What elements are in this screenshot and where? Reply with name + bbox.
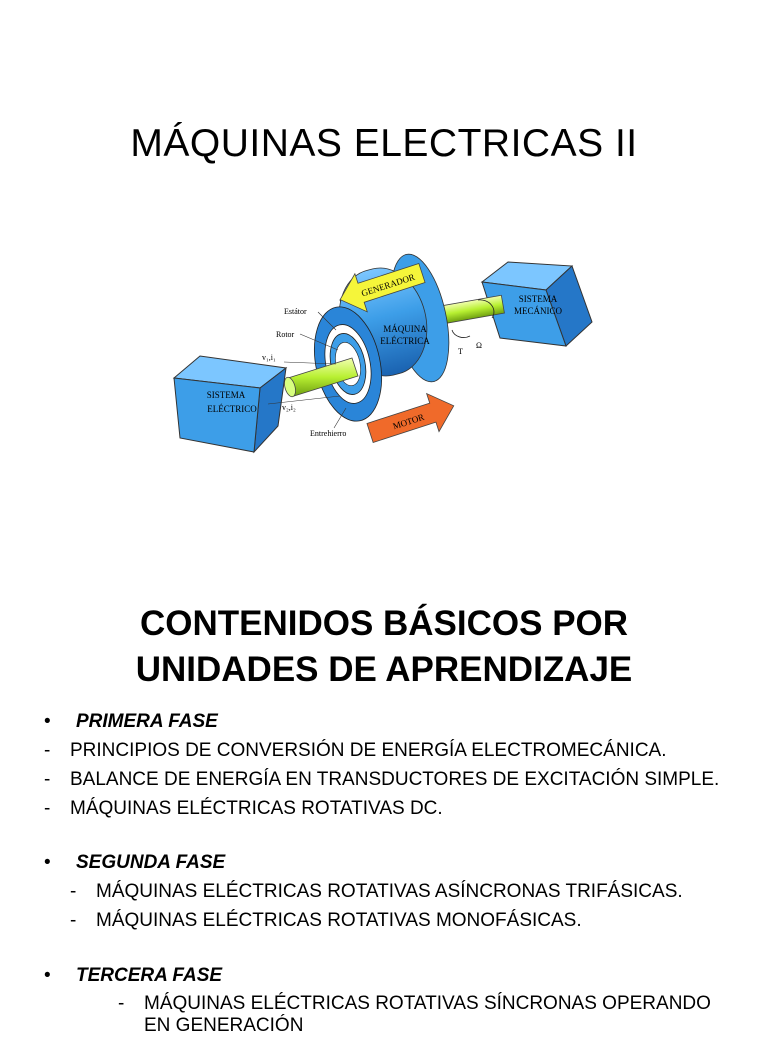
entrehierro-label: Entrehierro	[310, 429, 347, 438]
sistema-electrico-label-2: ELÉCTRICO	[207, 404, 257, 414]
list-item: - MÁQUINAS ELÉCTRICAS ROTATIVAS ASÍNCRONAS TRIFÁSICAS.	[70, 881, 683, 902]
sistema-electrico-label-1: SISTEMA	[206, 390, 246, 400]
generador-label: GENERADOR	[360, 271, 416, 299]
list-item: - MÁQUINAS ELÉCTRICAS ROTATIVAS DC.	[44, 798, 443, 819]
sistema-mecanico-label-2: MECÁNICO	[513, 306, 563, 316]
list-item: - MÁQUINAS ELÉCTRICAS ROTATIVAS SÍNCRONAS OPERANDO	[118, 993, 711, 1014]
v1i1-label: v₁,i₁	[262, 353, 276, 362]
maquina-label-2: ELÉCTRICA	[380, 336, 430, 346]
estator-label: Estátor	[284, 307, 307, 316]
v2i2-label: v₂,i₂	[282, 403, 296, 412]
slide-1-title: MÁQUINAS ELECTRICAS II	[130, 122, 638, 165]
list-item: - BALANCE DE ENERGÍA EN TRANSDUCTORES DE EXCITACIÓN SIMPLE.	[44, 769, 720, 790]
torque-label: T	[458, 347, 463, 356]
list-item: EN GENERACIÓN	[144, 1015, 304, 1036]
rotor-label: Rotor	[276, 330, 295, 339]
maquina-label-1: MÁQUINA	[383, 324, 427, 334]
bullet-icon: •	[44, 852, 51, 873]
slide-2-title-line-2: UNIDADES DE APRENDIZAJE	[135, 650, 633, 689]
motor-label: MOTOR	[391, 411, 426, 432]
slide-2-title-line-1: CONTENIDOS BÁSICOS POR	[139, 604, 629, 643]
sistema-mecanico-label-1: SISTEMA	[518, 294, 558, 304]
bullet-icon: •	[44, 711, 51, 732]
list-item: - PRINCIPIOS DE CONVERSIÓN DE ENERGÍA ELECTROMECÁNICA.	[44, 740, 667, 761]
slide-2-title	[0, 601, 768, 693]
phase-3-label: TERCERA FASE	[76, 965, 223, 986]
phase-2-label: SEGUNDA FASE	[76, 852, 226, 873]
omega-label: Ω	[476, 341, 482, 350]
slide-2	[0, 575, 768, 1036]
bullet-icon: •	[44, 965, 51, 986]
phase-1-label: PRIMERA FASE	[76, 711, 218, 732]
list-item: - MÁQUINAS ELÉCTRICAS ROTATIVAS MONOFÁSICAS.	[70, 910, 582, 931]
